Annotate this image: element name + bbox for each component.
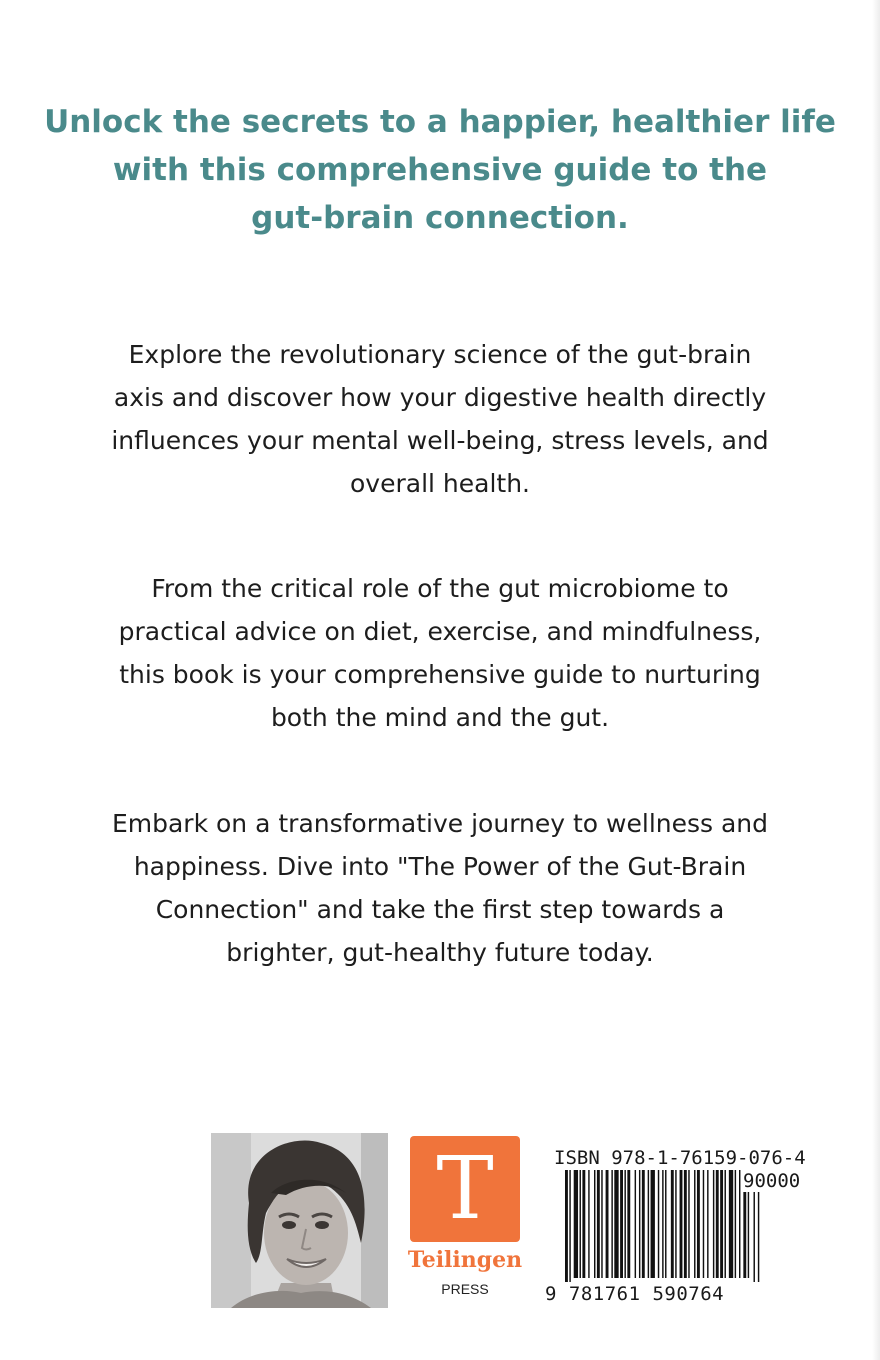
barcode-bar <box>627 1170 630 1278</box>
isbn-label: ISBN 978-1-76159-076-4 <box>554 1147 806 1169</box>
barcode-bar <box>658 1170 659 1278</box>
paragraph-line: From the critical role of the gut microbiome to <box>151 574 729 603</box>
barcode-bar <box>675 1170 676 1278</box>
publisher-logo <box>405 1133 525 1308</box>
paragraph-line: Connection" and take the first step towards a <box>155 895 725 924</box>
barcode-bar <box>565 1170 568 1282</box>
barcode-bar <box>688 1170 689 1278</box>
barcode-bar <box>716 1170 719 1278</box>
paragraph-line: this book is your comprehensive guide to nurturing <box>119 660 761 689</box>
tagline-line: with this comprehensive guide to the <box>112 152 768 188</box>
paragraph-line: happiness. Dive into "The Power of the Gut-Brain <box>133 852 747 881</box>
author-portrait-icon <box>211 1133 388 1308</box>
barcode-bar <box>611 1170 612 1278</box>
paragraph-line: Explore the revolutionary science of the gut-brain <box>128 340 752 369</box>
publisher-name: Teilingen <box>407 1247 523 1273</box>
paragraph-line: Embark on a transformative journey to wellness and <box>111 809 769 838</box>
barcode-bar <box>735 1170 736 1278</box>
page-edge <box>872 0 880 1360</box>
tagline-line: gut-brain connection. <box>251 200 629 236</box>
tagline-heading <box>40 98 840 242</box>
description-paragraph-2 <box>40 567 840 739</box>
barcode-bar <box>729 1170 733 1278</box>
barcode-bar <box>713 1170 714 1278</box>
barcode-bar <box>665 1170 666 1278</box>
barcode-bar <box>601 1170 602 1278</box>
publisher-logo-icon: T <box>410 1136 520 1242</box>
publisher-subtitle: PRESS <box>441 1281 489 1297</box>
paragraph-line: brighter, gut-healthy future today. <box>226 938 654 967</box>
barcode-bar <box>635 1170 636 1278</box>
tagline-line: Unlock the secrets to a happier, healthier life <box>44 104 836 140</box>
barcode-bar <box>594 1170 595 1278</box>
barcode-bar <box>614 1170 618 1278</box>
barcode-bar <box>684 1170 687 1278</box>
author-photo <box>211 1133 388 1308</box>
barcode-bar <box>720 1170 723 1278</box>
barcode-bar <box>694 1170 695 1278</box>
isbn-barcode <box>545 1146 830 1308</box>
paragraph-line: practical advice on diet, exercise, and mindfulness, <box>118 617 762 646</box>
barcode-bar <box>620 1170 623 1278</box>
barcode-bar <box>662 1170 663 1278</box>
barcode-bar <box>582 1170 585 1278</box>
barcode-bar <box>624 1170 625 1278</box>
barcode-bar <box>642 1170 645 1278</box>
barcode-bar <box>725 1170 726 1278</box>
description-paragraph-1 <box>40 333 840 505</box>
barcode-bar <box>671 1170 674 1278</box>
barcode-digits: 9 781761 590764 <box>545 1283 725 1305</box>
barcode-bar <box>588 1170 589 1278</box>
barcode-bar <box>707 1170 708 1278</box>
barcode-bar <box>569 1170 570 1282</box>
barcode-bar <box>639 1170 640 1278</box>
barcode-bar <box>606 1170 609 1278</box>
barcode-bar <box>597 1170 600 1278</box>
paragraph-line: overall health. <box>350 469 530 498</box>
barcode-bar <box>580 1170 581 1278</box>
barcode-bar <box>680 1170 683 1278</box>
description-paragraph-3 <box>40 802 840 974</box>
barcode-bar <box>648 1170 649 1278</box>
barcode-bar <box>703 1170 704 1278</box>
barcode-bar <box>574 1170 578 1278</box>
paragraph-line: influences your mental well-being, stress levels, and <box>111 426 769 455</box>
barcode-bar <box>651 1170 655 1278</box>
paragraph-line: axis and discover how your digestive health directly <box>113 383 767 412</box>
barcode-addon: 90000 <box>743 1170 801 1192</box>
barcode-bar <box>697 1170 700 1278</box>
paragraph-line: both the mind and the gut. <box>270 703 610 732</box>
